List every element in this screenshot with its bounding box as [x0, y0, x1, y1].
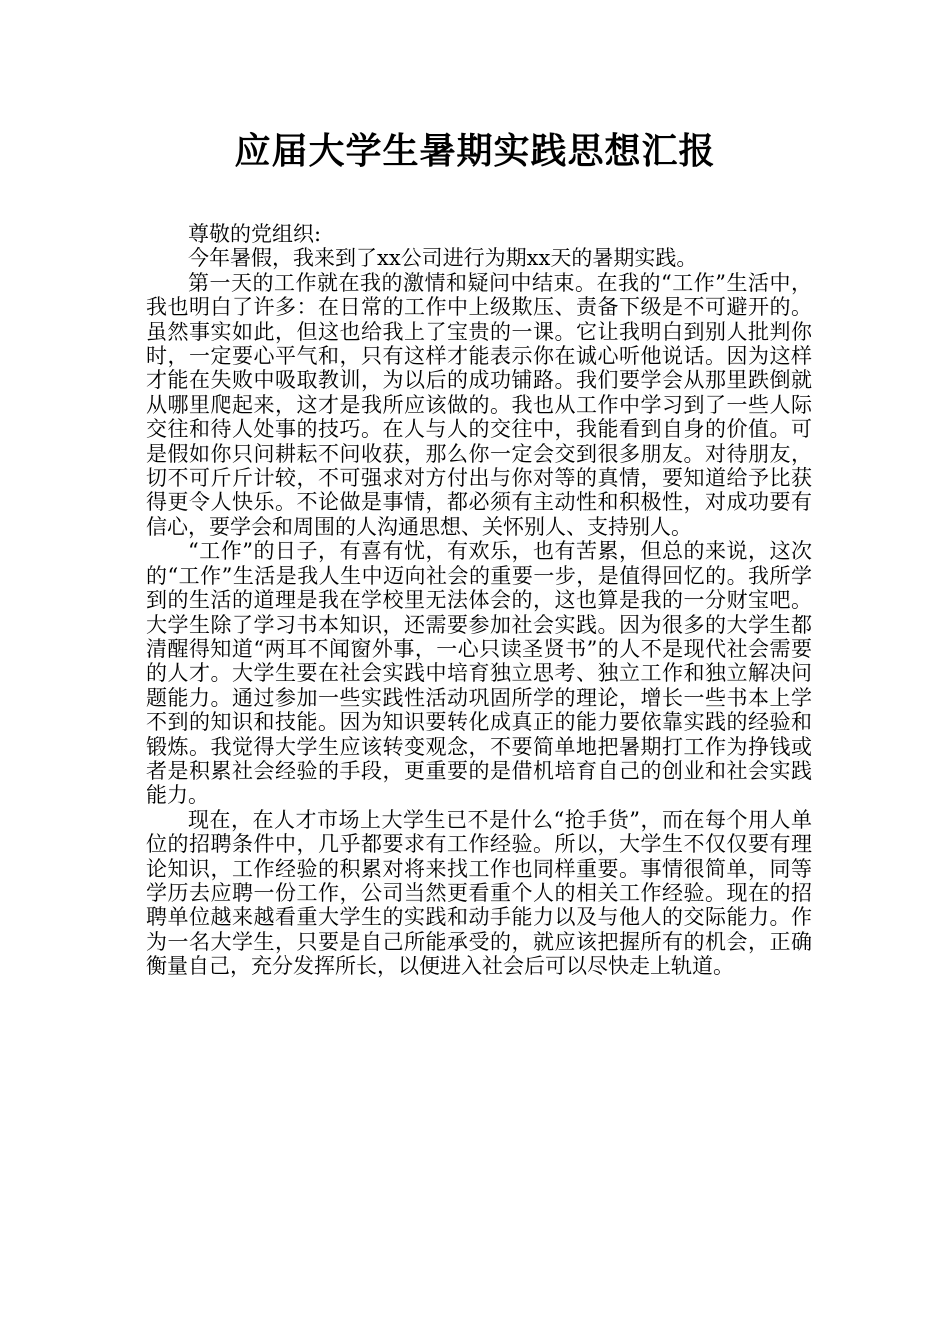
document-title: 应届大学生暑期实践思想汇报: [234, 131, 716, 172]
paragraph: 现在，在人才市场上大学生已不是什么“抢手货”，而在每个用人单位的招聘条件中，几乎都要求有工作经验。所以，大学生不仅仅要有理论知识，工作经验的积累对将来找工作也同样重要。事情很简单，同等学历去应聘一份工作，公司当然更看重个人的相关工作经验。现在的招聘单位越来越看重大学生的实践和动手能力以及与他人的交际能力。作为一名大学生，只要是自己所能承受的，就应该把握所有的机会，正确衡量自己，充分发挥所长，以便进入社会后可以尽快走上轨道。: [146, 807, 812, 979]
paragraph: 今年暑假，我来到了xx公司进行为期xx天的暑期实践。: [188, 246, 698, 271]
paragraph: “工作”的日子，有喜有忧，有欢乐，也有苦累，但总的来说，这次的“工作”生活是我人生中迈向社会的重要一步，是值得回忆的。我所学到的生活的道理是我在学校里无法体会的，这也算是我的一分财宝吧。大学生除了学习书本知识，还需要参加社会实践。因为很多的大学生都清醒得知道“两耳不闻窗外事，一心只读圣贤书”的人不是现代社会需要的人才。大学生要在社会实践中培育独立思考、独立工作和独立解决问题能力。通过参加一些实践性活动巩固所学的理论，增长一些书本上学不到的知识和技能。因为知识要转化成真正的能力要依靠实践的经验和锻炼。我觉得大学生应该转变观念，不要简单地把暑期打工作为挣钱或者是积累社会经验的手段，更重要的是借机培育自己的创业和社会实践能力。: [146, 539, 812, 808]
salutation: 尊敬的党组织:: [188, 222, 322, 246]
paragraph: 第一天的工作就在我的激情和疑问中结束。在我的“工作”生活中，我也明白了许多：在日常的工作中上级欺压、责备下级是不可避开的。虽然事实如此，但这也给我上了宝贵的一课。它让我明白到别人批判你时，一定要心平气和，只有这样才能表示你在诚心听他说话。因为这样才能在失败中吸取教训，为以后的成功铺路。我们要学会从那里跌倒就从哪里爬起来，这才是我所应该做的。我也从工作中学习到了一些人际交往和待人处事的技巧。在人与人的交往中，我能看到自身的价值。可是假如你只问耕耘不问收获，那么你一定会交到很多朋友。对待朋友，切不可斤斤计较，不可强求对方付出与你对等的真情，要知道给予比获得更令人快乐。不论做是事情，都必须有主动性和积极性，对成功要有信心，要学会和周围的人沟通思想、关怀别人、支持别人。: [146, 270, 812, 539]
document-body: [146, 222, 812, 979]
